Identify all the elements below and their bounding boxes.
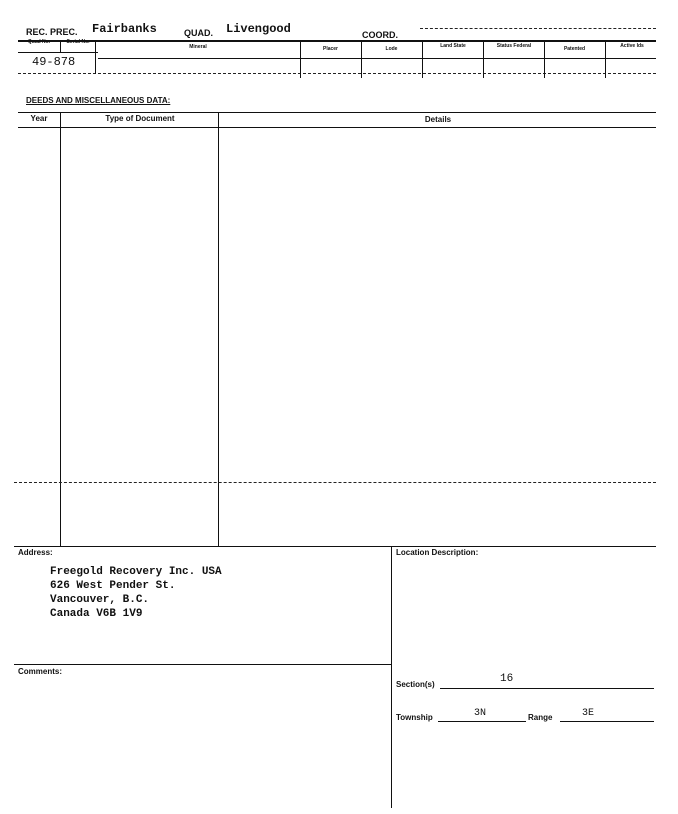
col-status-federal: Status Federal [496, 43, 532, 49]
col-active-ids: Active Ids [620, 43, 644, 49]
bottom-divider [391, 546, 392, 808]
header-table-mid [18, 52, 98, 53]
col-quad-no: Quad No. [27, 39, 51, 45]
township-label: Township [396, 713, 433, 722]
township-underline [438, 721, 526, 722]
header-table-top [18, 40, 656, 42]
range-label: Range [528, 713, 553, 722]
deeds-col-type: Type of Document [105, 114, 175, 123]
section-label: Section(s) [396, 680, 435, 689]
rec-prec-label: REC. PREC. [26, 27, 78, 37]
rec-prec-value: Fairbanks [92, 22, 157, 36]
address-label: Address: [18, 548, 53, 557]
quad-serial-value: 49-878 [32, 55, 76, 69]
col-mineral: Mineral [189, 44, 207, 50]
col-patented: Patented [563, 46, 586, 52]
deeds-col-sep-year [60, 112, 61, 546]
header-col-sep [422, 42, 423, 78]
header-table-bottom [18, 73, 656, 74]
section-value: 16 [500, 673, 514, 685]
address-top [14, 546, 656, 547]
address-line: Freegold Recovery Inc. USA [50, 566, 222, 578]
deeds-col-details: Details [424, 115, 452, 124]
location-description-label: Location Description: [396, 548, 479, 557]
deeds-dashed-divider [14, 482, 656, 483]
header-col-sep [605, 42, 606, 78]
address-line: Canada V6B 1V9 [50, 608, 143, 620]
range-value: 3E [582, 708, 595, 719]
section-underline [440, 688, 654, 689]
header-table-sub [98, 58, 656, 59]
comments-label: Comments: [18, 667, 63, 676]
range-underline [560, 721, 654, 722]
header-col-sep [483, 42, 484, 78]
deeds-col-sep-type [218, 112, 219, 546]
deeds-col-year: Year [30, 114, 48, 123]
township-value: 3N [474, 708, 487, 719]
deeds-table-top [18, 112, 656, 113]
header-col-sep [60, 40, 61, 52]
quad-label: QUAD. [184, 28, 213, 38]
quad-value: Livengood [226, 22, 291, 36]
coord-label: COORD. [362, 30, 398, 40]
header-top-dash-right [420, 28, 656, 29]
col-lode: Lode [385, 46, 398, 52]
col-placer: Placer [322, 46, 338, 52]
col-land-state: Land State [440, 43, 466, 49]
deeds-header-bottom [18, 127, 656, 128]
deeds-title: DEEDS AND MISCELLANEOUS DATA: [26, 96, 171, 105]
col-serial-no: Serial No. [66, 39, 90, 45]
address-line: Vancouver, B.C. [50, 594, 150, 606]
comments-top [14, 664, 391, 665]
address-line: 626 West Pender St. [50, 580, 176, 592]
